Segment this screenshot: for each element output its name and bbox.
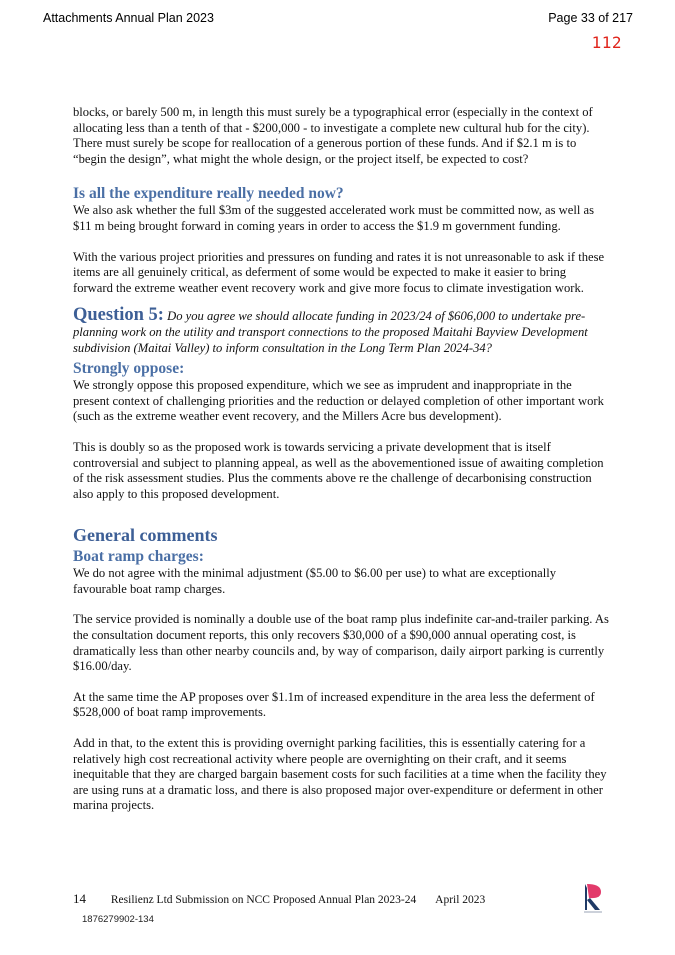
document-number: 1876279902-134 bbox=[82, 914, 154, 925]
paragraph: At the same time the AP proposes over $1.1m of increased expenditure in the area less the deferment of $528,000 of boat ramp improvements. bbox=[73, 689, 595, 720]
section-heading: Boat ramp charges: bbox=[73, 548, 204, 566]
resilienz-logo-icon bbox=[581, 882, 605, 914]
paragraph: We also ask whether the full $3m of the suggested accelerated work must be committed now, as well as $11 m being brought forward in coming years in order to access the $1.9 m government funding. bbox=[73, 203, 595, 233]
paragraph: We strongly oppose this proposed expenditure, which we see as imprudent and inappropriate in the present context of challenging priorities and the reduction or delayed completion of other important work (such as the extreme weather event recovery, and the Millers Acre bus development). bbox=[73, 378, 604, 424]
header-title: Attachments Annual Plan 2023 bbox=[43, 11, 214, 25]
paragraph: Add in that, to the extent this is providing overnight parking facilities, this is essentially catering for a relatively high cost recreational activity where people are overnighting on their craft, and it seems inequitable that they are charged bargain basement costs for such facilities at a time when the facility they are using runs at a dramatic loss, and there is also proposed major over-expenditure or deferment in other marina projects. bbox=[73, 736, 607, 813]
paragraph: The service provided is nominally a double use of the boat ramp plus indefinite car-and-trailer parking. As the consultation document reports, this only recovers $30,000 of a $90,000 annual operating cost, is dramatically less than other nearby councils and, by way of comparison, daily airport parking is currently $16.00/day. bbox=[73, 612, 609, 674]
paragraph: This is doubly so as the proposed work is towards servicing a private development that is itself controversial and subject to planning appeal, as well as the abovementioned issue of awaiting completion of the risk assessment studies. Plus the comments above re the challenge of decarbonising construction also apply to this proposed development. bbox=[73, 439, 604, 501]
section-title: General comments bbox=[73, 525, 218, 546]
section-heading: Is all the expenditure really needed now? bbox=[73, 185, 344, 203]
body-content bbox=[73, 105, 609, 814]
question-text: Do you agree we should allocate funding in 2023/24 of $606,000 to undertake pre-planning work on the utility and transport connections to the proposed Maitahi Bayview Development subdivision (Maitai Valley) to inform consultation in the Long Term Plan 2024-34? bbox=[73, 309, 588, 355]
footer-date: April 2023 bbox=[435, 894, 486, 906]
paragraph: With the various project priorities and pressures on funding and rates it is not unreasonable to ask if these items are all genuinely critical, as deferment of some would be expected to make it easier to bring forward the extreme weather event recovery work and give more focus to climate investigation work. bbox=[73, 249, 605, 295]
question-label: Question 5: bbox=[73, 305, 164, 326]
page-stamp-number: 112 bbox=[591, 33, 622, 52]
footer-title: Resilienz Ltd Submission on NCC Proposed Annual Plan 2023-24 bbox=[110, 894, 417, 906]
page-footer bbox=[73, 891, 485, 907]
section-heading: Strongly oppose: bbox=[73, 360, 185, 378]
footer-page-number: 14 bbox=[73, 891, 86, 906]
header-page-count: Page 33 of 217 bbox=[548, 11, 633, 25]
paragraph: We do not agree with the minimal adjustment ($5.00 to $6.00 per use) to what are exceptionally favourable boat ramp charges. bbox=[73, 566, 557, 596]
question-5 bbox=[73, 305, 609, 356]
paragraph: blocks, or barely 500 m, in length this must surely be a typographical error (especially in the context of allocating less than a tenth of that - $200,000 - to investigate a complete new cultural hub for the city). There must surely be scope for reallocation of a generous portion of these funds. And if $2.1 m is to “begin the design”, what might the whole design, or the project itself, be expected to cost? bbox=[73, 105, 593, 166]
